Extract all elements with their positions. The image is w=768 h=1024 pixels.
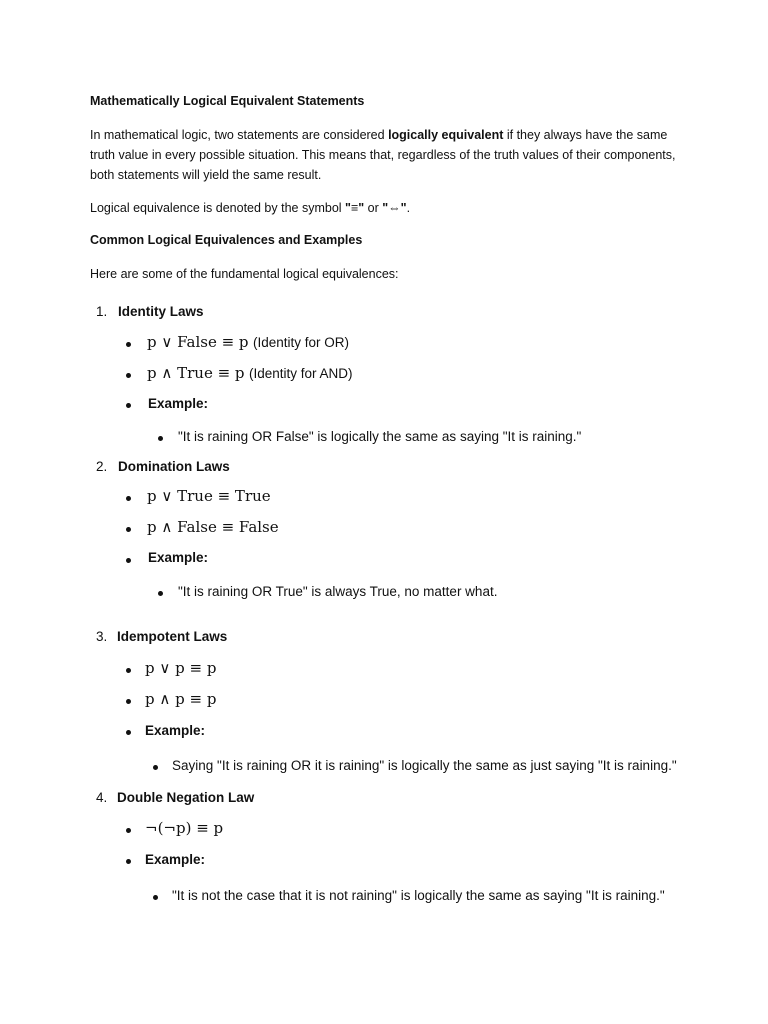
section-number: 3. — [96, 629, 108, 644]
example-label: Example: — [148, 396, 209, 411]
bullet-icon — [153, 765, 158, 770]
formula: ¬(¬p) ≡ p — [145, 819, 224, 837]
bullet-icon — [126, 730, 131, 735]
example-text: "It is not the case that it is not raining" is logically the same as saying "It is raining." — [172, 888, 665, 903]
bullet-icon — [126, 496, 131, 501]
formula-item — [147, 333, 349, 352]
notation-text: Logical equivalence is denoted by the symbol — [90, 201, 346, 215]
bullet-icon — [158, 591, 163, 596]
example-text: "It is raining OR True" is always True, no matter what. — [178, 584, 498, 599]
notation-or: or — [364, 201, 383, 215]
bullet-icon — [126, 342, 131, 347]
example-label: Example: — [148, 550, 209, 565]
formula: p ∨ True ≡ True — [147, 487, 271, 505]
formula: p ∧ p ≡ p — [145, 690, 217, 708]
example-label: Example: — [145, 723, 206, 738]
bullet-icon — [126, 828, 131, 833]
example-text: "It is raining OR False" is logically the same as saying "It is raining." — [178, 429, 582, 444]
intro-paragraph — [90, 125, 680, 185]
bullet-icon — [153, 895, 158, 900]
formula: p ∨ False ≡ p — [147, 333, 249, 351]
section-number: 2. — [96, 459, 108, 474]
formula-item — [147, 364, 353, 383]
formula: p ∧ False ≡ False — [147, 518, 279, 536]
bullet-icon — [158, 436, 163, 441]
intro-text-rest: if they always have the same truth value in every possible situation. This means that, regardless of the truth values of their components, both statements will yield the same result. — [90, 128, 676, 182]
formula-note: (Identity for AND) — [249, 366, 353, 381]
intro-bold-term: logically equivalent — [388, 128, 504, 142]
example-label: Example: — [145, 852, 206, 867]
iff-symbol: "⇔" — [382, 201, 407, 215]
section-number: 1. — [96, 304, 108, 319]
formula: p ∨ p ≡ p — [145, 659, 217, 677]
section-subtitle: Common Logical Equivalences and Examples — [90, 233, 363, 247]
formula-note: (Identity for OR) — [252, 335, 350, 350]
bullet-icon — [126, 699, 131, 704]
bullet-icon — [126, 403, 131, 408]
section-number: 4. — [96, 790, 108, 805]
section-title-idempotent: Idempotent Laws — [117, 629, 228, 644]
section-title-identity: Identity Laws — [118, 304, 204, 319]
intro-text: In mathematical logic, two statements are considered — [90, 128, 389, 142]
bullet-icon — [126, 558, 131, 563]
equiv-symbol: "≡" — [345, 201, 365, 215]
bullet-icon — [126, 373, 131, 378]
section-title-domination: Domination Laws — [118, 459, 230, 474]
example-text: Saying "It is raining OR it is raining" is logically the same as just saying "It is raining." — [172, 758, 677, 773]
bullet-icon — [126, 668, 131, 673]
notation-period: . — [406, 201, 411, 215]
section-title-double-negation: Double Negation Law — [117, 790, 255, 805]
notation-paragraph — [90, 198, 680, 218]
document-title: Mathematically Logical Equivalent Statements — [90, 94, 365, 108]
lead-text: Here are some of the fundamental logical equivalences: — [90, 267, 399, 281]
bullet-icon — [126, 527, 131, 532]
bullet-icon — [126, 859, 131, 864]
formula: p ∧ True ≡ p — [147, 364, 245, 382]
